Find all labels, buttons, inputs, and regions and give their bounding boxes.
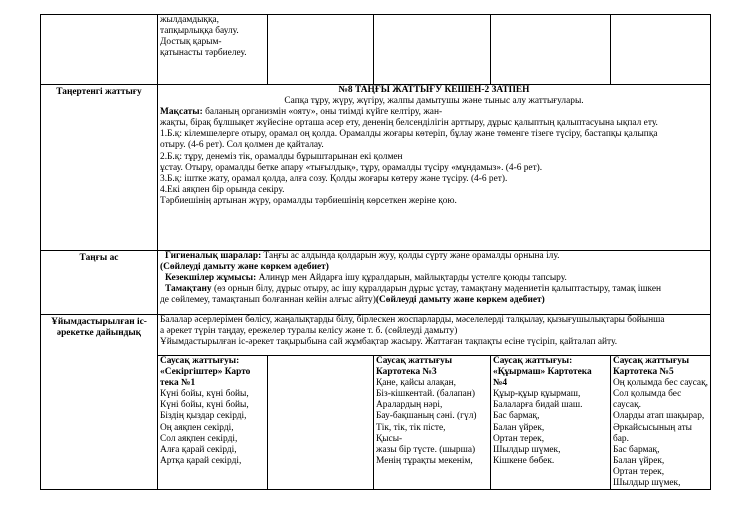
card-head: Саусақ жаттығуы: — [160, 356, 240, 366]
morning-content — [158, 85, 711, 251]
card-line: Қысы- — [376, 433, 403, 444]
breakfast-content — [158, 251, 711, 315]
org-line: а әрекет түрін таңдау, ережелер туралы келісу және т. б. (сөйлеуді дамыту) — [160, 326, 458, 337]
card-line: Балаларға бидай шаш. — [493, 400, 583, 411]
exercise-line: ұстау. Отыру, орамалды бетке апару «тығылдық», тұру, орамалды түсіру «мұндамыз». (4-6 рет). — [160, 162, 543, 173]
meal-line — [160, 284, 708, 295]
card-line: Ортан терек, — [613, 466, 665, 477]
cont-line: Достық қарым- — [160, 37, 222, 48]
org-line: Ұйымдастырылған іс-әрекет тақырыбына сай жұмбақтар жасыру. Жаттаған тақпақты есіне түсіріп, қайталап айту. — [160, 337, 618, 348]
card-1 — [158, 356, 268, 490]
card-line: Әркайсысының аты бар. — [613, 422, 692, 444]
card-line: Бау-бақшаның сәні. (гүл) — [376, 411, 477, 422]
cont-empty-cell — [268, 15, 374, 85]
morning-subtitle: Сапқа тұру, жүру, жүгіру, жалпы дамытушы және тыныс алу жаттығулары. — [284, 96, 584, 107]
card-line: Тік, тік, тік пісте, — [376, 422, 446, 433]
aim-text-cont: жақты, бірақ бұлшықет жүйесіне орташа әсер ету, дененің белсенділігін арттыру, дұрыс қалыптың қалыптасуына ықпал ету. — [160, 118, 658, 129]
card-line: Қане, қайсы алақан, — [376, 378, 456, 389]
hygiene-text: Таңғы ас алдында қолдарын жуу, қолды сүрту және орамалды орнына ілу. — [261, 251, 560, 261]
meal-tag: (Сөйлеуді дамыту және көркем әдебиет) — [375, 295, 545, 306]
card-line: Менің тұрақты мекенім, — [376, 455, 473, 466]
duty-line — [160, 273, 708, 284]
card-head: №4 — [493, 378, 508, 389]
card-line: Күні бойы, күні бойы, — [160, 389, 249, 400]
exercise-line: 3.Б.қ: іштке жату, орамал қолда, алға созу. Қолды жоғары көтеру және түсіру. (4-6 рет). — [160, 173, 508, 184]
card-line: Оң қолымда бес саусақ, — [613, 378, 708, 389]
card-line: Біздің қыздар секірді, — [160, 411, 247, 422]
card-head: «Құырмаш» Картотека — [493, 367, 592, 378]
exercise-line: 2.Б.қ: тұру, денеміз тік, орамалды бұрыштарынан екі қолмен — [160, 151, 403, 162]
card-line: Шылдыр шүмек, — [493, 444, 561, 455]
morning-title: №8 ТАҢҒЫ ЖАТТЫҒУ КЕШЕН-2 ЗАТПЕН — [338, 85, 530, 95]
duty-label: Кезекшілер жұмысы: — [165, 273, 257, 284]
card-line: Бас бармақ, — [493, 411, 540, 422]
card-line: Сол аяқпен секірді, — [160, 433, 238, 444]
card-head: Саусақ жаттығуы: — [493, 356, 573, 366]
org-line: Балалар әсерлерімен бөлісу, жаңалықтарды білу, бірлескен жоспарларды, мәселелерді талқылау, қызығушылықтары бойынша — [160, 315, 665, 325]
card-line: Ортан терек, — [493, 433, 545, 444]
row-morning-exercise — [41, 85, 711, 251]
org-intro — [158, 315, 711, 356]
cont-empty-cell — [374, 15, 491, 85]
exercise-line: 1.Б.қ: кілемшелерге отыру, орамал оң қолда. Орамалды жоғары көтеріп, бұлау және төменге тізеге түсіру, бастапқы қалыпқа — [160, 129, 658, 140]
card-head: «Секіргіштер» Карто — [160, 367, 251, 378]
exercise-line: Тәрбиешінің артынан жүру, орамалды тәрбиешінің көрсеткен жеріне қою. — [160, 195, 457, 206]
card-line: Оларды атап шақырар, — [613, 411, 705, 422]
card-3 — [374, 356, 491, 490]
aim-text: баланың организмін «ояту», оны тиімді күйге келтіру, жан- — [202, 107, 443, 118]
cont-empty-cell — [611, 15, 711, 85]
card-line: Күні бойы, күні бойы, — [160, 400, 249, 411]
card-line: жазы бір түсте. (шырша) — [376, 444, 476, 455]
card-line: Сол қолымда бес саусақ. — [613, 389, 682, 411]
card-head: Саусақ жаттығуы — [613, 356, 690, 366]
card-line: Артқа қарай секірді, — [160, 455, 242, 466]
cont-line: жылдамдыққа, — [160, 15, 220, 25]
card-line: Құыр-құыр құырмаш, — [493, 389, 581, 400]
meal-line-cont — [160, 295, 708, 306]
card-head: Картотека №5 — [613, 367, 674, 378]
card-5 — [611, 356, 711, 490]
card-2-empty — [268, 356, 374, 490]
row-continuation — [41, 15, 711, 85]
aim-label: Мақсаты: — [160, 107, 203, 118]
card-head: Саусақ жаттығуы — [376, 356, 453, 366]
card-line: Біз-кішкентай. (балапан) — [376, 389, 475, 400]
hygiene-tag: (Сөйлеуді дамыту және көркем әдебиет) — [160, 262, 329, 273]
exercise-line: 4.Екі аяқпен бір орында секіру. — [160, 184, 285, 195]
morning-aim — [160, 107, 708, 118]
card-line: Кішкене бөбек. — [493, 455, 555, 466]
cont-label-cell — [41, 15, 158, 85]
morning-label: Таңертенгі жаттығу — [41, 85, 158, 251]
hygiene-line — [160, 251, 708, 262]
card-line: Балан үйрек, — [493, 422, 545, 433]
card-line: Оң аяқпен секірді, — [160, 422, 234, 433]
plan-table — [40, 14, 711, 490]
card-4 — [491, 356, 611, 490]
card-line: Шылдыр шүмек, — [613, 478, 681, 489]
row-breakfast — [41, 251, 711, 315]
card-line: Бас бармақ, — [613, 444, 660, 455]
meal-label: Тамақтану — [165, 284, 212, 295]
breakfast-label: Таңғы ас — [41, 251, 158, 315]
meal-text: (өз орнын білу, дұрыс отыру, ас ішу құралдарын дұрыс ұстау, тамақтану мәдениетін қалыптастыру, тамақ ішкен — [211, 284, 662, 295]
row-org-prep — [41, 315, 711, 356]
cont-line: қатынасты тәрбиелеу. — [160, 48, 247, 59]
hygiene-label: Гигиеналық шаралар: — [165, 251, 262, 261]
card-line: Балан үйрек, — [613, 455, 665, 466]
cont-line: тапқырлыққа баулу. — [160, 26, 239, 37]
org-label: Ұйымдастырылған іс-әрекетке дайындық — [41, 315, 158, 490]
duty-text: Алинұр мен Айдарға ішу құралдарын, майлықтарды үстелге қоюды тапсыру. — [256, 273, 567, 284]
card-line: Аралардың нәрі, — [376, 400, 443, 411]
exercise-line: отыру. (4-6 рет). Сол қолмен де қайталау. — [160, 140, 324, 151]
cont-goal-cell — [158, 15, 268, 85]
card-line: Алға қарай секірді, — [160, 444, 237, 455]
meal-text-cont: де сөйлемеу, тамақтанып болғаннан кейін алғыс айту) — [160, 295, 376, 306]
cont-empty-cell — [491, 15, 611, 85]
card-head: Картотека №3 — [376, 367, 437, 378]
card-head: тека №1 — [160, 378, 196, 389]
